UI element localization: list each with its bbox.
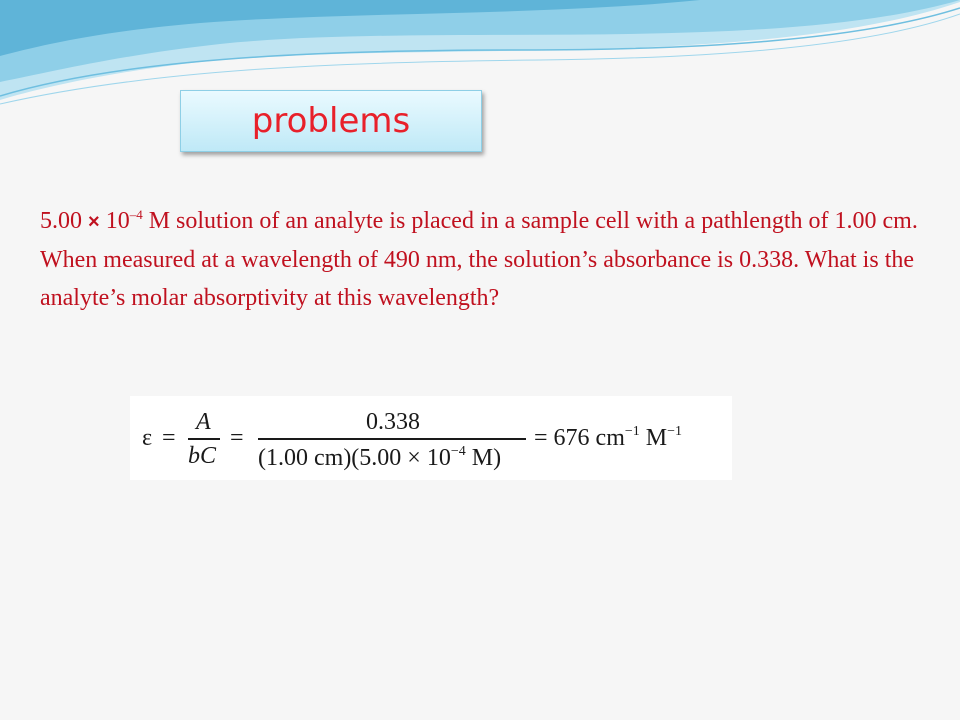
eq-numerator-value: 0.338 xyxy=(366,409,420,435)
eq-result xyxy=(534,426,682,450)
eq-den-left: (1.00 cm)(5.00 × 10 xyxy=(258,445,451,471)
eq-equals-2: = xyxy=(230,425,244,451)
eq-numerator-a: A xyxy=(196,409,211,435)
eq-result-exp1: −1 xyxy=(624,424,640,439)
eq-den-right: M) xyxy=(465,445,502,471)
eq-denominator-bc: bC xyxy=(188,443,217,469)
equation-image xyxy=(130,396,732,480)
slide-title: problems xyxy=(251,101,411,141)
eq-den-exponent: −4 xyxy=(450,444,466,459)
problem-times: × xyxy=(88,211,100,233)
eq-epsilon: ε xyxy=(142,425,153,451)
problem-exponent: –4 xyxy=(129,207,143,222)
problem-statement xyxy=(40,202,940,317)
eq-result-unit: M xyxy=(639,425,668,451)
eq-fraction-line-1 xyxy=(188,438,220,440)
eq-equals-1: = xyxy=(162,425,176,451)
problem-base: 10 xyxy=(99,208,130,234)
eq-fraction-line-2 xyxy=(258,438,526,440)
eq-result-exp2: −1 xyxy=(667,424,683,439)
slide-title-box xyxy=(180,90,482,152)
eq-result-value: = 676 cm xyxy=(534,425,625,451)
eq-denominator xyxy=(258,446,501,470)
problem-coef: 5.00 xyxy=(40,208,88,234)
problem-text: M solution of an analyte is placed in a sample cell with a pathlength of 1.00 cm. When measured at a wavelength of 490 nm, the solution’s absorbance is 0.338. What is the analyte’s molar absorptivity at this wavelength? xyxy=(40,208,918,311)
